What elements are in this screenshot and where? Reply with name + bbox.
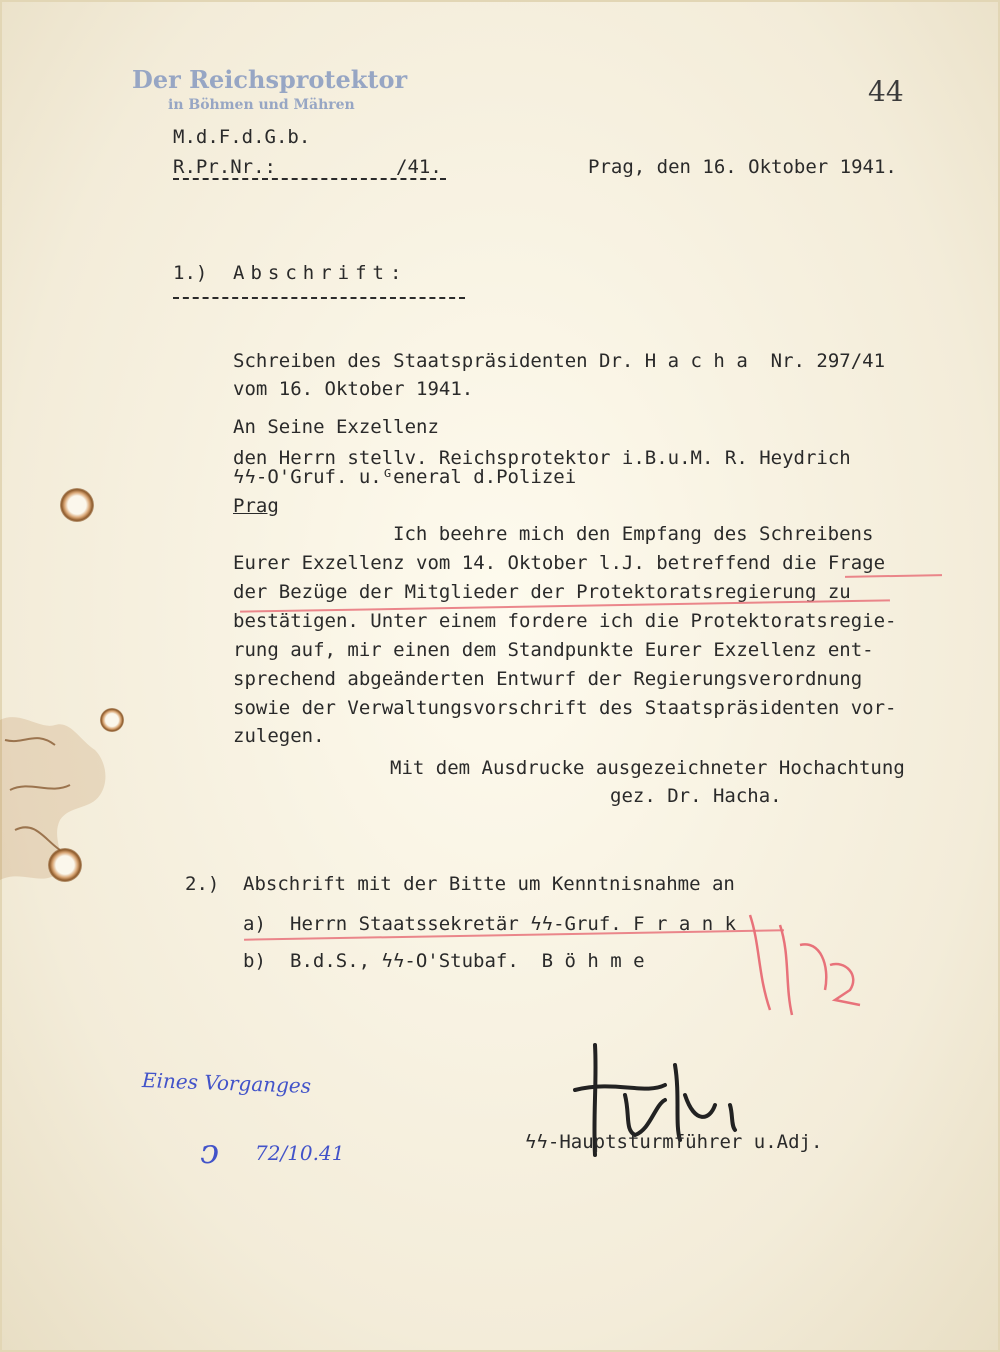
letter-line: sprechend abgeänderten Entwurf der Regierungsverordnung	[233, 668, 863, 690]
burn-spot	[100, 708, 124, 732]
letter-line: der Bezüge der Mitglieder der Protektoratsregierung zu	[233, 581, 851, 603]
letter-line: sowie der Verwaltungsvorschrift des Staatspräsidenten vor-	[233, 697, 897, 719]
signature-title: ϟϟ-Hauptsturmführer u.Adj.	[525, 1131, 823, 1153]
page-number: 44	[868, 75, 904, 108]
recipient-boehme: B.d.S., ϟϟ-O'Stubaf. B ö h m e	[290, 950, 645, 972]
letterhead-line2: in Böhmen und Mähren	[168, 97, 355, 113]
letter-line: Mit dem Ausdrucke ausgezeichneter Hochachtung	[390, 757, 905, 779]
letter-line: Ich beehre mich den Empfang des Schreibens	[393, 523, 874, 545]
recipient-marker: b)	[243, 950, 266, 972]
punch-hole	[48, 848, 82, 882]
letter-line: Schreiben des Staatspräsidenten Dr. H a c h a Nr. 297/41	[233, 350, 886, 372]
letter-line: bestätigen. Unter einem fordere ich die Protektoratsregie-	[233, 610, 897, 632]
section2-number: 2.)	[185, 873, 220, 895]
blue-handwritten-note: Eines Vorganges	[141, 1068, 312, 1098]
letter-line: An Seine Exzellenz	[233, 416, 439, 438]
letter-line: gez. Dr. Hacha.	[610, 785, 782, 807]
reference-number-label: R.Pr.Nr.:	[173, 156, 276, 178]
document-date: Prag, den 16. Oktober 1941.	[588, 156, 897, 178]
section2-intro: Abschrift mit der Bitte um Kenntnisnahme an	[243, 873, 735, 895]
punch-hole	[60, 488, 94, 522]
reference-code: M.d.F.d.G.b.	[173, 126, 311, 148]
blue-handwritten-date: 72/10.41	[255, 1141, 345, 1165]
reference-number: /41.	[396, 156, 442, 178]
letter-line: Prag	[233, 495, 279, 517]
red-underline	[845, 574, 942, 578]
letter-line: rung auf, mir einen dem Standpunkte Eurer Exzellenz ent-	[233, 639, 874, 661]
letter-line: vom 16. Oktober 1941.	[233, 378, 474, 400]
section1-number: 1.)	[173, 262, 208, 284]
letterhead-line1: Der Reichsprotektor	[132, 65, 408, 94]
letter-line: den Herrn stellv. Reichsprotektor i.B.u.M. R. Heydrich	[233, 447, 851, 469]
letter-line: zulegen.	[233, 725, 325, 747]
letter-line: ϟϟ-O'Gruf. u.ᴳeneral d.Polizei	[233, 466, 577, 488]
recipient-frank: Herrn Staatssekretär ϟϟ-Gruf. F r a n k	[290, 913, 737, 935]
red-pencil-scribble	[730, 905, 870, 1025]
recipient-marker: a)	[243, 913, 266, 935]
blue-checkmark-icon: ↄ	[200, 1132, 220, 1172]
letter-line: Eurer Exzellenz vom 14. Oktober l.J. betreffend die Frage	[233, 552, 886, 574]
section1-heading: Abschrift:	[233, 262, 408, 284]
